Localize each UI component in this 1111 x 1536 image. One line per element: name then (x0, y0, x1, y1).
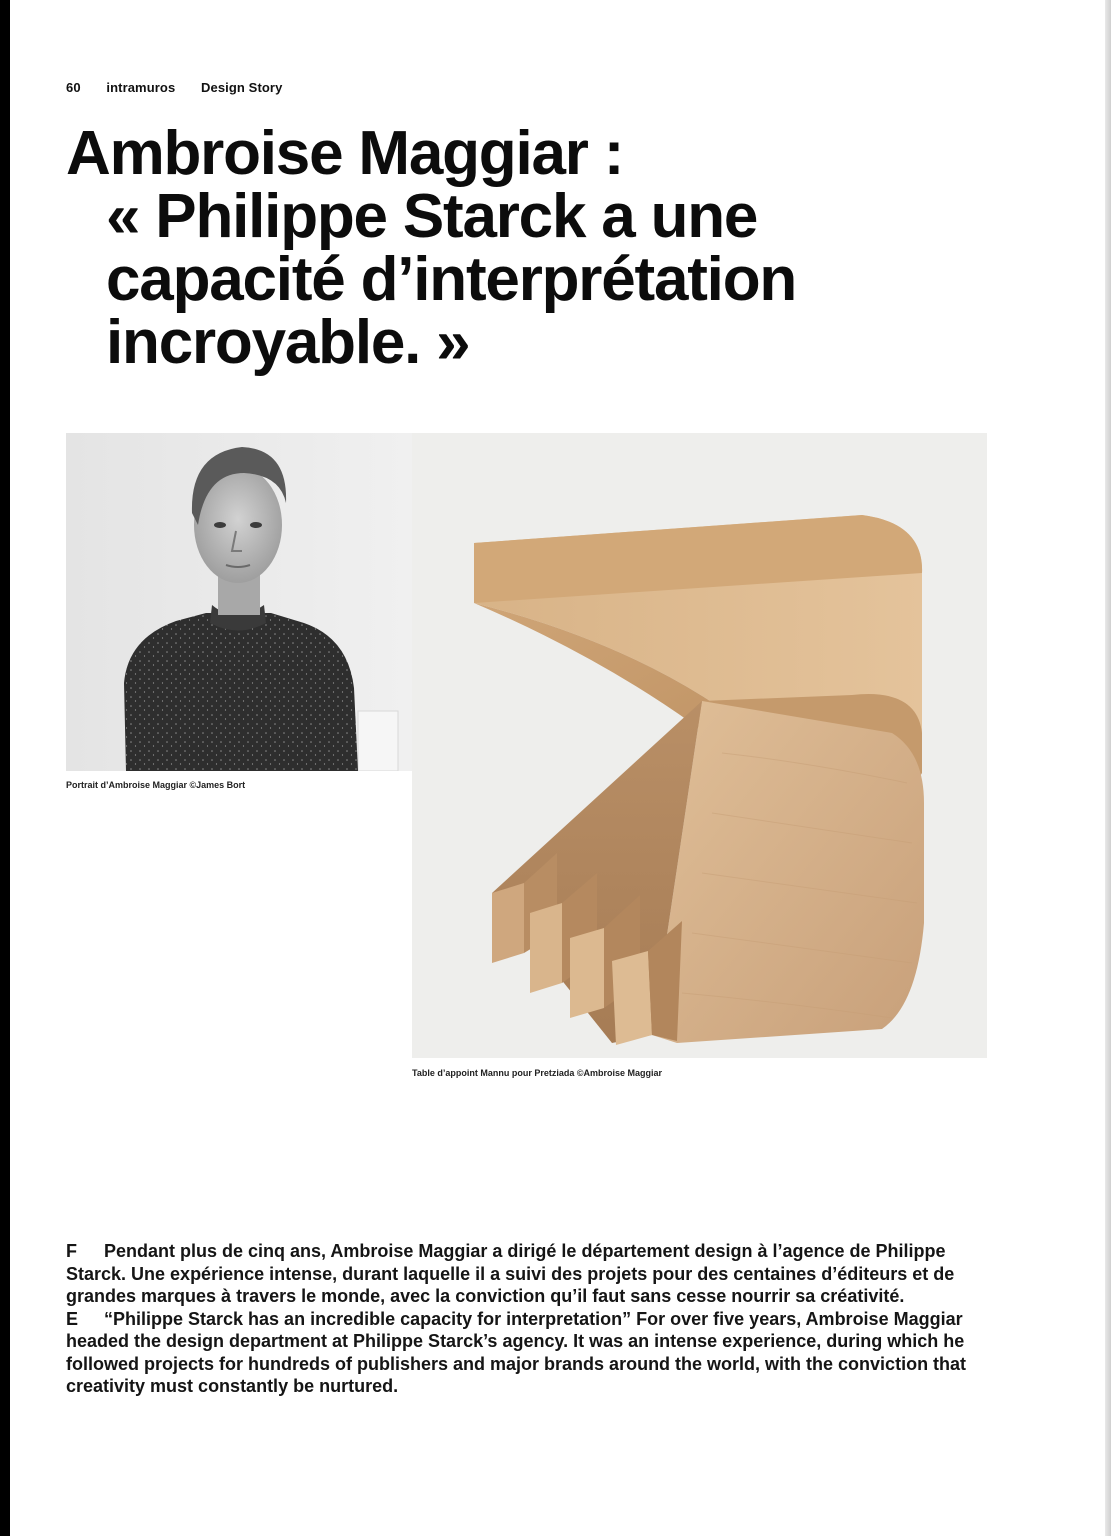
intro-french (66, 1240, 1001, 1308)
headline-line-4: incroyable. » (106, 308, 470, 377)
product-caption: Table d’appoint Mannu pour Pretziada ©Ambroise Maggiar (412, 1068, 662, 1078)
running-head (66, 80, 304, 95)
english-label: E (66, 1308, 79, 1329)
portrait-caption: Portrait d’Ambroise Maggiar ©James Bort (66, 780, 246, 790)
portrait-illustration (66, 433, 412, 771)
headline-line-2: « Philippe Starck a une (106, 182, 758, 251)
portrait-photo (66, 433, 412, 771)
intro-english (66, 1308, 1001, 1398)
headline-line-3: capacité d’interprétation (106, 245, 797, 314)
page-number: 60 (66, 80, 81, 95)
english-text: “Philippe Starck has an incredible capacity for interpretation” For over five years, Ambroise Maggiar headed the design department at Philippe Starck’s agency. It was an intense experience, during which he followed projects for hundreds of publishers and major brands around the world, with the conviction that creativity must constantly be nurtured. (66, 1308, 967, 1396)
side-table-illustration (412, 433, 987, 1058)
page-left-edge (0, 0, 10, 1536)
article-headline (66, 119, 1026, 377)
french-label: F (66, 1241, 77, 1261)
headline-line-1: Ambroise Maggiar : (66, 119, 624, 188)
page-right-edge (1105, 0, 1111, 1536)
french-text: Pendant plus de cinq ans, Ambroise Maggiar a dirigé le département design à l’agence de Philippe Starck. Une expérience intense, durant laquelle il a suivi des projets pour des centaines d’éditeurs et de grandes marques à travers le monde, avec la conviction qu’il faut sans cesse nourrir sa créativité. (66, 1241, 955, 1306)
product-photo (412, 433, 987, 1058)
section-name: Design Story (201, 80, 283, 95)
article-intro (66, 1240, 1001, 1398)
magazine-name: intramuros (106, 80, 176, 95)
